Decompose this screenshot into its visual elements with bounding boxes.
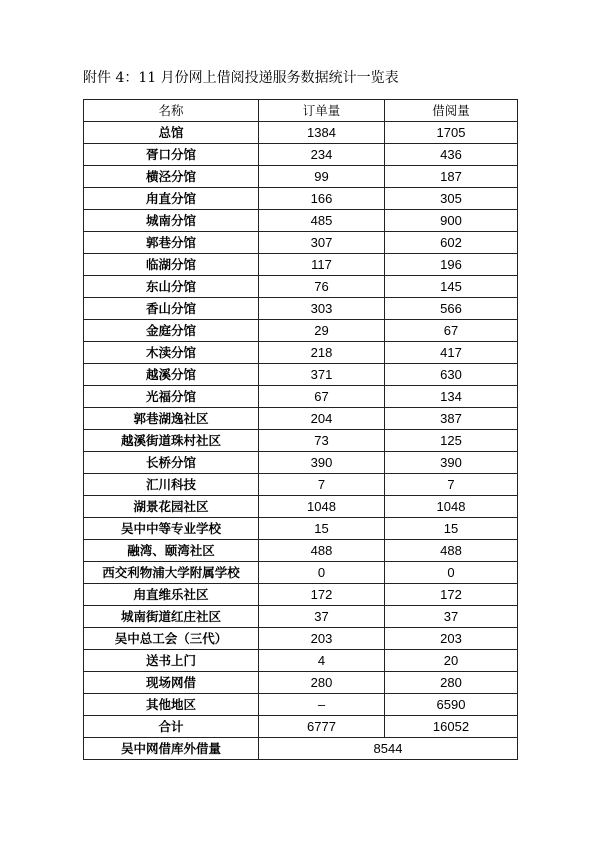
cell-name: 长桥分馆 bbox=[84, 452, 259, 474]
cell-loans: 417 bbox=[385, 342, 518, 364]
cell-name: 东山分馆 bbox=[84, 276, 259, 298]
cell-name: 湖景花园社区 bbox=[84, 496, 259, 518]
cell-orders: 99 bbox=[259, 166, 385, 188]
table-header-row bbox=[84, 100, 518, 122]
cell-orders: 303 bbox=[259, 298, 385, 320]
cell-loans: 488 bbox=[385, 540, 518, 562]
cell-orders: 1384 bbox=[259, 122, 385, 144]
cell-orders: 15 bbox=[259, 518, 385, 540]
cell-loans: 203 bbox=[385, 628, 518, 650]
cell-name: 其他地区 bbox=[84, 694, 259, 716]
cell-name: 总馆 bbox=[84, 122, 259, 144]
cell-orders: 280 bbox=[259, 672, 385, 694]
cell-name: 吴中中等专业学校 bbox=[84, 518, 259, 540]
table-row bbox=[84, 650, 518, 672]
table-row bbox=[84, 342, 518, 364]
table-row bbox=[84, 254, 518, 276]
cell-orders: 307 bbox=[259, 232, 385, 254]
cell-loans: 15 bbox=[385, 518, 518, 540]
cell-loans: 6590 bbox=[385, 694, 518, 716]
cell-name: 临湖分馆 bbox=[84, 254, 259, 276]
table-row bbox=[84, 672, 518, 694]
header-cell-orders: 订单量 bbox=[259, 100, 385, 122]
cell-name: 越溪街道珠村社区 bbox=[84, 430, 259, 452]
cell-name: 郭巷分馆 bbox=[84, 232, 259, 254]
table-row bbox=[84, 694, 518, 716]
table-row bbox=[84, 628, 518, 650]
table-row bbox=[84, 166, 518, 188]
cell-loans: 134 bbox=[385, 386, 518, 408]
cell-orders: 67 bbox=[259, 386, 385, 408]
cell-loans: 436 bbox=[385, 144, 518, 166]
cell-loans: 145 bbox=[385, 276, 518, 298]
header-cell-name: 名称 bbox=[84, 100, 259, 122]
cell-orders: 485 bbox=[259, 210, 385, 232]
cell-loans: 0 bbox=[385, 562, 518, 584]
cell-name: 甪直维乐社区 bbox=[84, 584, 259, 606]
summary-value: 8544 bbox=[259, 738, 518, 760]
cell-orders: 172 bbox=[259, 584, 385, 606]
cell-orders: 7 bbox=[259, 474, 385, 496]
table-row bbox=[84, 430, 518, 452]
cell-name: 融湾、颐湾社区 bbox=[84, 540, 259, 562]
table-row bbox=[84, 144, 518, 166]
cell-loans: 7 bbox=[385, 474, 518, 496]
table-row bbox=[84, 496, 518, 518]
cell-loans: 305 bbox=[385, 188, 518, 210]
table-row bbox=[84, 210, 518, 232]
cell-loans: 37 bbox=[385, 606, 518, 628]
cell-loans: 172 bbox=[385, 584, 518, 606]
table-row bbox=[84, 276, 518, 298]
table-row bbox=[84, 122, 518, 144]
total-row bbox=[84, 716, 518, 738]
table-row bbox=[84, 386, 518, 408]
cell-name: 城南分馆 bbox=[84, 210, 259, 232]
cell-orders: 218 bbox=[259, 342, 385, 364]
table-row bbox=[84, 232, 518, 254]
table-row bbox=[84, 452, 518, 474]
cell-loans: 125 bbox=[385, 430, 518, 452]
cell-name: 城南街道红庄社区 bbox=[84, 606, 259, 628]
total-loans: 16052 bbox=[385, 716, 518, 738]
cell-loans: 67 bbox=[385, 320, 518, 342]
table-row bbox=[84, 562, 518, 584]
total-orders: 6777 bbox=[259, 716, 385, 738]
table-row bbox=[84, 298, 518, 320]
header-cell-loans: 借阅量 bbox=[385, 100, 518, 122]
cell-loans: 20 bbox=[385, 650, 518, 672]
cell-orders: 371 bbox=[259, 364, 385, 386]
cell-loans: 196 bbox=[385, 254, 518, 276]
cell-orders: 1048 bbox=[259, 496, 385, 518]
table-row bbox=[84, 320, 518, 342]
cell-name: 金庭分馆 bbox=[84, 320, 259, 342]
cell-loans: 187 bbox=[385, 166, 518, 188]
cell-name: 光福分馆 bbox=[84, 386, 259, 408]
cell-name: 越溪分馆 bbox=[84, 364, 259, 386]
cell-orders: – bbox=[259, 694, 385, 716]
cell-name: 郭巷湖逸社区 bbox=[84, 408, 259, 430]
table-row bbox=[84, 364, 518, 386]
cell-orders: 204 bbox=[259, 408, 385, 430]
table-row bbox=[84, 188, 518, 210]
cell-name: 横泾分馆 bbox=[84, 166, 259, 188]
cell-name: 西交利物浦大学附属学校 bbox=[84, 562, 259, 584]
cell-orders: 488 bbox=[259, 540, 385, 562]
cell-orders: 390 bbox=[259, 452, 385, 474]
table-row bbox=[84, 606, 518, 628]
total-label: 合计 bbox=[84, 716, 259, 738]
table-row bbox=[84, 540, 518, 562]
cell-loans: 566 bbox=[385, 298, 518, 320]
cell-loans: 280 bbox=[385, 672, 518, 694]
cell-name: 香山分馆 bbox=[84, 298, 259, 320]
cell-loans: 1048 bbox=[385, 496, 518, 518]
cell-loans: 900 bbox=[385, 210, 518, 232]
cell-name: 吴中总工会（三代） bbox=[84, 628, 259, 650]
cell-name: 胥口分馆 bbox=[84, 144, 259, 166]
cell-orders: 4 bbox=[259, 650, 385, 672]
summary-row bbox=[84, 738, 518, 760]
table-row bbox=[84, 584, 518, 606]
table-row bbox=[84, 518, 518, 540]
cell-orders: 117 bbox=[259, 254, 385, 276]
table-row bbox=[84, 408, 518, 430]
cell-name: 甪直分馆 bbox=[84, 188, 259, 210]
statistics-table bbox=[83, 99, 518, 760]
cell-orders: 203 bbox=[259, 628, 385, 650]
cell-name: 现场网借 bbox=[84, 672, 259, 694]
cell-orders: 73 bbox=[259, 430, 385, 452]
cell-orders: 0 bbox=[259, 562, 385, 584]
cell-name: 汇川科技 bbox=[84, 474, 259, 496]
cell-loans: 630 bbox=[385, 364, 518, 386]
cell-loans: 1705 bbox=[385, 122, 518, 144]
cell-name: 木渎分馆 bbox=[84, 342, 259, 364]
cell-name: 送书上门 bbox=[84, 650, 259, 672]
cell-orders: 37 bbox=[259, 606, 385, 628]
cell-orders: 29 bbox=[259, 320, 385, 342]
document-title: 附件 4：11 月份网上借阅投递服务数据统计一览表 bbox=[83, 70, 399, 86]
cell-orders: 166 bbox=[259, 188, 385, 210]
summary-label: 吴中网借库外借量 bbox=[84, 738, 259, 760]
cell-orders: 234 bbox=[259, 144, 385, 166]
cell-loans: 602 bbox=[385, 232, 518, 254]
cell-loans: 387 bbox=[385, 408, 518, 430]
table-row bbox=[84, 474, 518, 496]
cell-orders: 76 bbox=[259, 276, 385, 298]
cell-loans: 390 bbox=[385, 452, 518, 474]
